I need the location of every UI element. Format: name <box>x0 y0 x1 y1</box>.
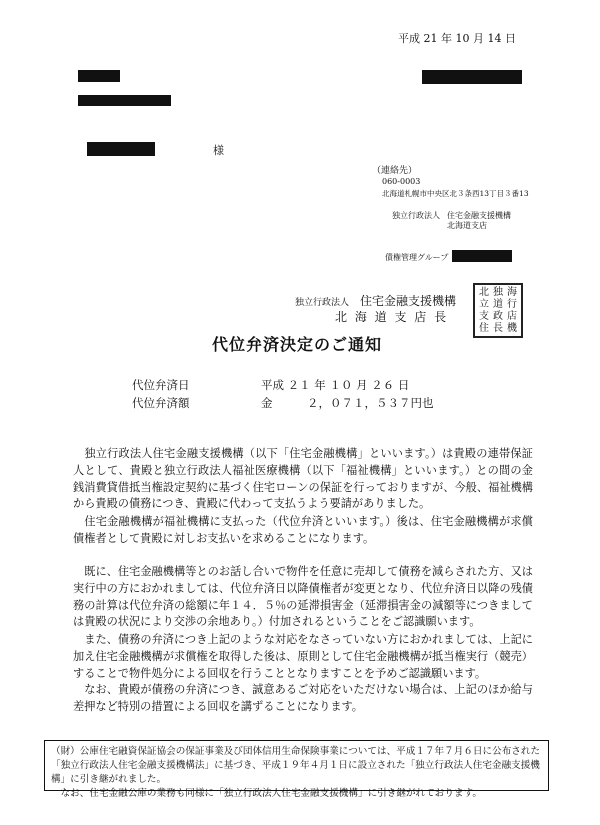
seal-char: 長 <box>493 323 503 334</box>
seal-char: 店 <box>507 311 517 322</box>
contact-org-type: 独立行政法人 <box>392 211 440 220</box>
sender-branch: 北 海 道 支 店 長 <box>335 310 449 324</box>
sender-org-type: 独立行政法人 <box>295 298 350 308</box>
seal-char: 独 <box>493 287 503 298</box>
contact-org-name: 住宅金融支援機構 <box>447 211 511 220</box>
body-paragraph: なお、貴殿が債務の弁済につき、誠意あるご対応をいただけない場合は、上記のほか給与差押など特別の措置による回収を講ずることになります。 <box>73 683 533 713</box>
note-text: （財）公庫住宅融資保証協会の保証事業及び団体信用生命保険事業については、平成１７年７月６日に公布された「独立行政法人住宅金融支援機構法」に基づき、平成１９年４月１日に設立された「独立行政法人住宅金融支援機構」に引き継がれました。 <box>51 746 541 785</box>
redacted-block <box>78 95 171 106</box>
sender-org-name: 住宅金融支援機構 <box>360 294 457 308</box>
seal-char: 政 <box>493 311 503 322</box>
body-paragraph: 住宅金融機構が福祉機構に支払った（代位弁済といいます。）後は、住宅金融機構が求償債権者として貴殿に対しお支払いを求めることになります。 <box>73 515 533 545</box>
contact-branch: 北海道支店 <box>447 221 487 230</box>
note-text: なお、住宅金融公庫の業務も同様に「独立行政法人住宅金融支援機構」に引き継がれております。 <box>51 788 482 799</box>
redacted-block <box>78 70 120 82</box>
seal-char: 住 <box>479 323 489 334</box>
seal-char: 行 <box>507 299 517 310</box>
seal-char: 海 <box>507 287 517 298</box>
detail-label-amount: 代位弁済額 <box>132 396 190 410</box>
contact-postal: 060-0003 <box>382 177 421 186</box>
redacted-block <box>422 70 522 84</box>
contact-heading: （連絡先） <box>372 166 418 176</box>
official-seal <box>473 283 523 338</box>
contact-group: 債権管理グループ <box>385 253 449 262</box>
body-paragraph: 既に、住宅金融機構等とのお話し合いで物件を任意に売却して債務を減らされた方、又は実行中の方におかれましては、代位弁済日以降債権者が変更となり、代位弁済日以降の残債務の計算は代位弁済の総額に年１４．５％の延滞損害金（延滞損害金の減額等につきましては貴殿の状況により交渉の余地あり。）付加されるということをご認識願います。 <box>73 565 533 629</box>
body-paragraph: また、債務の弁済につき上記のような対応をなさっていない方におかれましては、上記に加え住宅金融機構が求償権を取得した後は、原則として住宅金融機構が抵当権実行（競売）することで物件処分による回収を行うこととなりますことを予めご認識願います。 <box>73 633 533 680</box>
seal-char: 立 <box>479 299 489 310</box>
page-title: 代位弁済決定のご通知 <box>212 335 383 354</box>
detail-label-date: 代位弁済日 <box>132 378 190 392</box>
body-paragraph: 独立行政法人住宅金融支援機構（以下「住宅金融機構」といいます。）は貴殿の連帯保証人として、貴殿と独立行政法人福祉医療機構（以下「福祉機構」といいます。）との間の金銭消費貸借抵当権設定契約に基づく住宅ローンの保証を行っておりますが、今般、福祉機構から貴殿の債務につき、貴殿に代わって支払うよう要請がありました。 <box>73 447 533 511</box>
note-box <box>44 740 549 799</box>
addressee-suffix: 様 <box>213 144 224 157</box>
redacted-person <box>452 250 512 262</box>
detail-value-date: 平成 ２１ 年 １０ 月 ２６ 日 <box>261 378 410 392</box>
seal-char: 北 <box>479 287 489 298</box>
letter-date: 平成 21 年 10 月 14 日 <box>398 32 516 45</box>
seal-char: 支 <box>479 311 489 322</box>
seal-char: 道 <box>493 299 503 310</box>
detail-value-amount: 金 ２，０７１，５３７円也 <box>261 396 434 410</box>
seal-char: 機 <box>507 323 517 334</box>
redacted-addressee <box>87 142 155 156</box>
contact-address: 北海道札幌市中央区北３条西13丁目３番13 <box>382 189 529 198</box>
